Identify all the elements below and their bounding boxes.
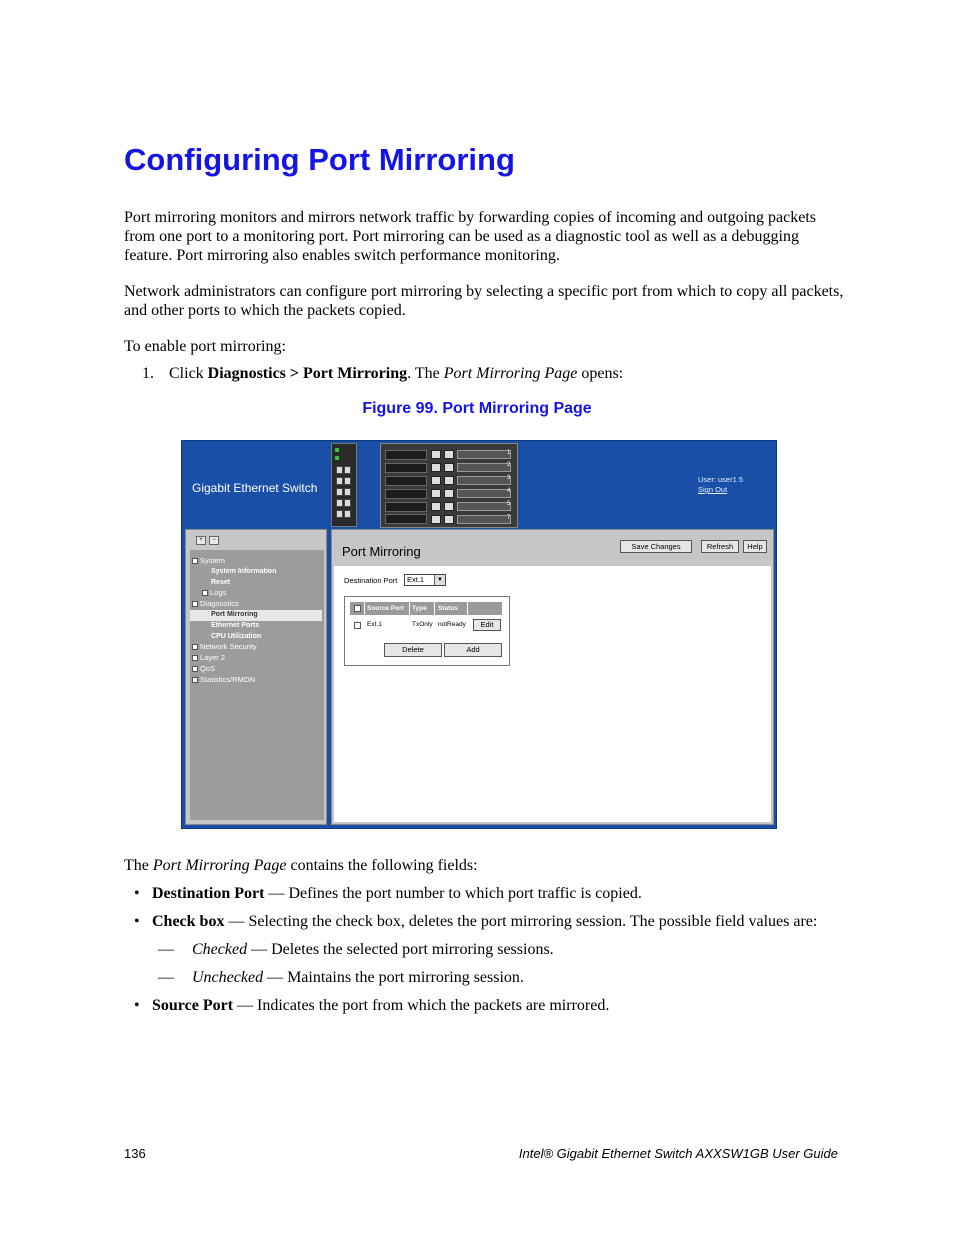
row-type: TxOnly bbox=[412, 621, 433, 628]
header-type: Type bbox=[412, 605, 427, 612]
destination-port-select[interactable] bbox=[404, 574, 446, 586]
step-prefix: Click bbox=[169, 365, 208, 382]
port-icon bbox=[336, 510, 343, 518]
table-header bbox=[350, 602, 502, 615]
slot-icon bbox=[444, 515, 454, 524]
expand-all-button[interactable]: + bbox=[196, 536, 206, 545]
port-icon bbox=[336, 477, 343, 485]
collapse-all-button[interactable]: − bbox=[209, 536, 219, 545]
dash-marker: — bbox=[158, 941, 174, 958]
page-title: Configuring Port Mirroring bbox=[124, 142, 515, 177]
row-status: notReady bbox=[438, 621, 466, 628]
select-all-checkbox[interactable] bbox=[354, 605, 361, 612]
field-description: — Defines the port number to which port traffic is copied. bbox=[264, 885, 642, 902]
blade-icon bbox=[457, 515, 511, 524]
mirroring-sessions-table bbox=[344, 596, 510, 666]
navigation-panel bbox=[185, 529, 327, 825]
plus-box-icon bbox=[192, 677, 198, 683]
field-term: Check box bbox=[152, 913, 225, 930]
port-icon bbox=[344, 466, 351, 474]
column-divider bbox=[467, 602, 468, 615]
dropdown-arrow-icon: ▼ bbox=[434, 575, 445, 585]
nav-system-information[interactable]: System Information bbox=[211, 567, 277, 575]
port-icon bbox=[336, 466, 343, 474]
nav-ethernet-ports[interactable]: Ethernet Ports bbox=[211, 621, 260, 629]
minus-box-icon bbox=[192, 601, 198, 607]
drive-bay-icon bbox=[385, 476, 427, 486]
slot-icon bbox=[444, 489, 454, 498]
step-1 bbox=[142, 364, 623, 383]
chassis-number: 7 bbox=[507, 515, 511, 521]
sign-out-link[interactable]: Sign Out bbox=[698, 485, 728, 494]
port-icon bbox=[336, 488, 343, 496]
port-icon bbox=[344, 499, 351, 507]
edit-button[interactable]: Edit bbox=[473, 619, 501, 631]
plus-box-icon bbox=[192, 655, 198, 661]
chassis-number: 1 bbox=[507, 450, 511, 456]
switch-module-graphic bbox=[331, 443, 357, 527]
content-panel bbox=[331, 529, 774, 825]
nav-port-mirroring[interactable]: Port Mirroring bbox=[190, 610, 322, 621]
header-source-port: Source Port bbox=[367, 605, 404, 612]
header-status: Status bbox=[438, 605, 458, 612]
chassis-number: 3 bbox=[507, 475, 511, 481]
value-term: Checked bbox=[192, 941, 248, 958]
column-divider bbox=[409, 602, 410, 615]
intro-paragraph-1: Port mirroring monitors and mirrors network traffic by forwarding copies of incoming and outgoing packets from one port to a monitoring port. Port mirroring can be used as a diagnostic tool as well as a debugging feature. Port mirroring also enables switch performance monitoring. bbox=[124, 209, 816, 264]
column-divider bbox=[364, 602, 365, 615]
page-number: 136 bbox=[124, 1146, 146, 1161]
field-source-port bbox=[134, 996, 844, 1015]
value-description: — Maintains the port mirroring session. bbox=[263, 969, 524, 986]
content-body bbox=[334, 566, 771, 822]
blade-icon bbox=[457, 450, 511, 459]
slot-icon bbox=[431, 450, 441, 459]
content-title: Port Mirroring bbox=[342, 544, 421, 559]
blade-icon bbox=[457, 463, 511, 472]
nav-layer2[interactable]: Layer 2 bbox=[190, 653, 324, 664]
status-led-icon bbox=[335, 448, 339, 452]
step-suffix: opens: bbox=[577, 365, 624, 382]
blade-icon bbox=[457, 476, 511, 485]
help-button[interactable]: Help bbox=[743, 540, 767, 553]
blade-icon bbox=[457, 489, 511, 498]
navigation-tree-area bbox=[190, 550, 324, 820]
nav-logs[interactable]: Logs bbox=[190, 588, 324, 599]
drive-bay-icon bbox=[385, 489, 427, 499]
slot-icon bbox=[444, 463, 454, 472]
step-number: 1. bbox=[142, 365, 154, 382]
dash-marker: — bbox=[158, 969, 174, 986]
slot-icon bbox=[431, 489, 441, 498]
port-icon bbox=[344, 477, 351, 485]
status-led-icon bbox=[335, 456, 339, 460]
row-checkbox[interactable] bbox=[354, 622, 361, 629]
port-mirroring-screenshot bbox=[181, 440, 777, 829]
chassis-number: 4 bbox=[507, 488, 511, 494]
slot-icon bbox=[444, 502, 454, 511]
port-icon bbox=[336, 499, 343, 507]
nav-reset[interactable]: Reset bbox=[211, 578, 231, 586]
plus-box-icon bbox=[202, 590, 208, 596]
intro-paragraph-3: To enable port mirroring: bbox=[124, 338, 286, 355]
slot-icon bbox=[444, 476, 454, 485]
blade-icon bbox=[457, 502, 511, 511]
nav-statistics[interactable]: Statistics/RMON bbox=[190, 675, 324, 686]
port-icon bbox=[344, 488, 351, 496]
slot-icon bbox=[431, 463, 441, 472]
fields-intro bbox=[124, 856, 844, 875]
column-divider bbox=[434, 602, 435, 615]
drive-bay-icon bbox=[385, 450, 427, 460]
field-description: — Indicates the port from which the packets are mirrored. bbox=[233, 997, 610, 1014]
slot-icon bbox=[431, 502, 441, 511]
value-term: Unchecked bbox=[192, 969, 264, 986]
chassis-number: 2 bbox=[507, 462, 511, 468]
plus-box-icon bbox=[192, 666, 198, 672]
drive-bay-icon bbox=[385, 502, 427, 512]
intro-paragraph-2: Network administrators can configure port mirroring by selecting a specific port from which to copy all packets, and other ports to which the packets copied. bbox=[124, 283, 844, 319]
add-button[interactable]: Add bbox=[444, 643, 502, 657]
field-description: — Selecting the check box, deletes the port mirroring session. The possible field values are: bbox=[224, 913, 818, 930]
destination-port-label: Destination Port bbox=[344, 576, 398, 585]
bullet-marker: • bbox=[134, 997, 140, 1014]
destination-port-value: Ext.1 bbox=[407, 575, 425, 584]
nav-network-security[interactable]: Network Security bbox=[190, 642, 324, 653]
port-icon bbox=[344, 510, 351, 518]
save-changes-button[interactable]: Save Changes bbox=[620, 540, 692, 553]
banner-title: Gigabit Ethernet Switch bbox=[192, 481, 318, 495]
navigation-tree bbox=[190, 556, 324, 686]
field-term: Destination Port bbox=[152, 885, 265, 902]
step-page-name: Port Mirroring Page bbox=[443, 365, 578, 382]
step-menu-path: Diagnostics > Port Mirroring bbox=[207, 365, 408, 382]
slot-icon bbox=[431, 515, 441, 524]
field-term: Source Port bbox=[152, 997, 234, 1014]
bullet-marker: • bbox=[134, 885, 140, 902]
value-checked bbox=[134, 940, 844, 959]
fields-intro-suffix: contains the following fields: bbox=[286, 857, 478, 874]
delete-button[interactable]: Delete bbox=[384, 643, 442, 657]
plus-box-icon bbox=[192, 644, 198, 650]
slot-icon bbox=[444, 450, 454, 459]
bullet-marker: • bbox=[134, 913, 140, 930]
field-check-box bbox=[134, 912, 844, 931]
field-destination-port bbox=[134, 884, 844, 903]
nav-system[interactable]: System bbox=[190, 556, 324, 567]
nav-qos[interactable]: QoS bbox=[190, 664, 324, 675]
field-list bbox=[134, 884, 844, 1024]
content-header bbox=[334, 532, 771, 566]
value-unchecked bbox=[134, 968, 844, 987]
figure-caption: Figure 99. Port Mirroring Page bbox=[362, 400, 592, 417]
value-description: — Deletes the selected port mirroring sessions. bbox=[247, 941, 554, 958]
chassis-graphic bbox=[380, 443, 518, 528]
fields-intro-page-name: Port Mirroring Page bbox=[152, 857, 287, 874]
drive-bay-icon bbox=[385, 463, 427, 473]
slot-icon bbox=[431, 476, 441, 485]
footer-guide-title: Intel® Gigabit Ethernet Switch AXXSW1GB User Guide bbox=[518, 1146, 838, 1161]
drive-bay-icon bbox=[385, 514, 427, 524]
row-source-port: Ext.1 bbox=[367, 621, 382, 628]
fields-intro-prefix: The bbox=[124, 857, 153, 874]
nav-cpu-utilization[interactable]: CPU Utilization bbox=[211, 632, 262, 640]
user-label: User: user1 5 bbox=[698, 475, 744, 484]
step-middle: . The bbox=[407, 365, 444, 382]
minus-box-icon bbox=[192, 558, 198, 564]
nav-diagnostics[interactable]: Diagnostics bbox=[190, 599, 324, 610]
refresh-button[interactable]: Refresh bbox=[701, 540, 739, 553]
chassis-number: 5 bbox=[507, 501, 511, 507]
